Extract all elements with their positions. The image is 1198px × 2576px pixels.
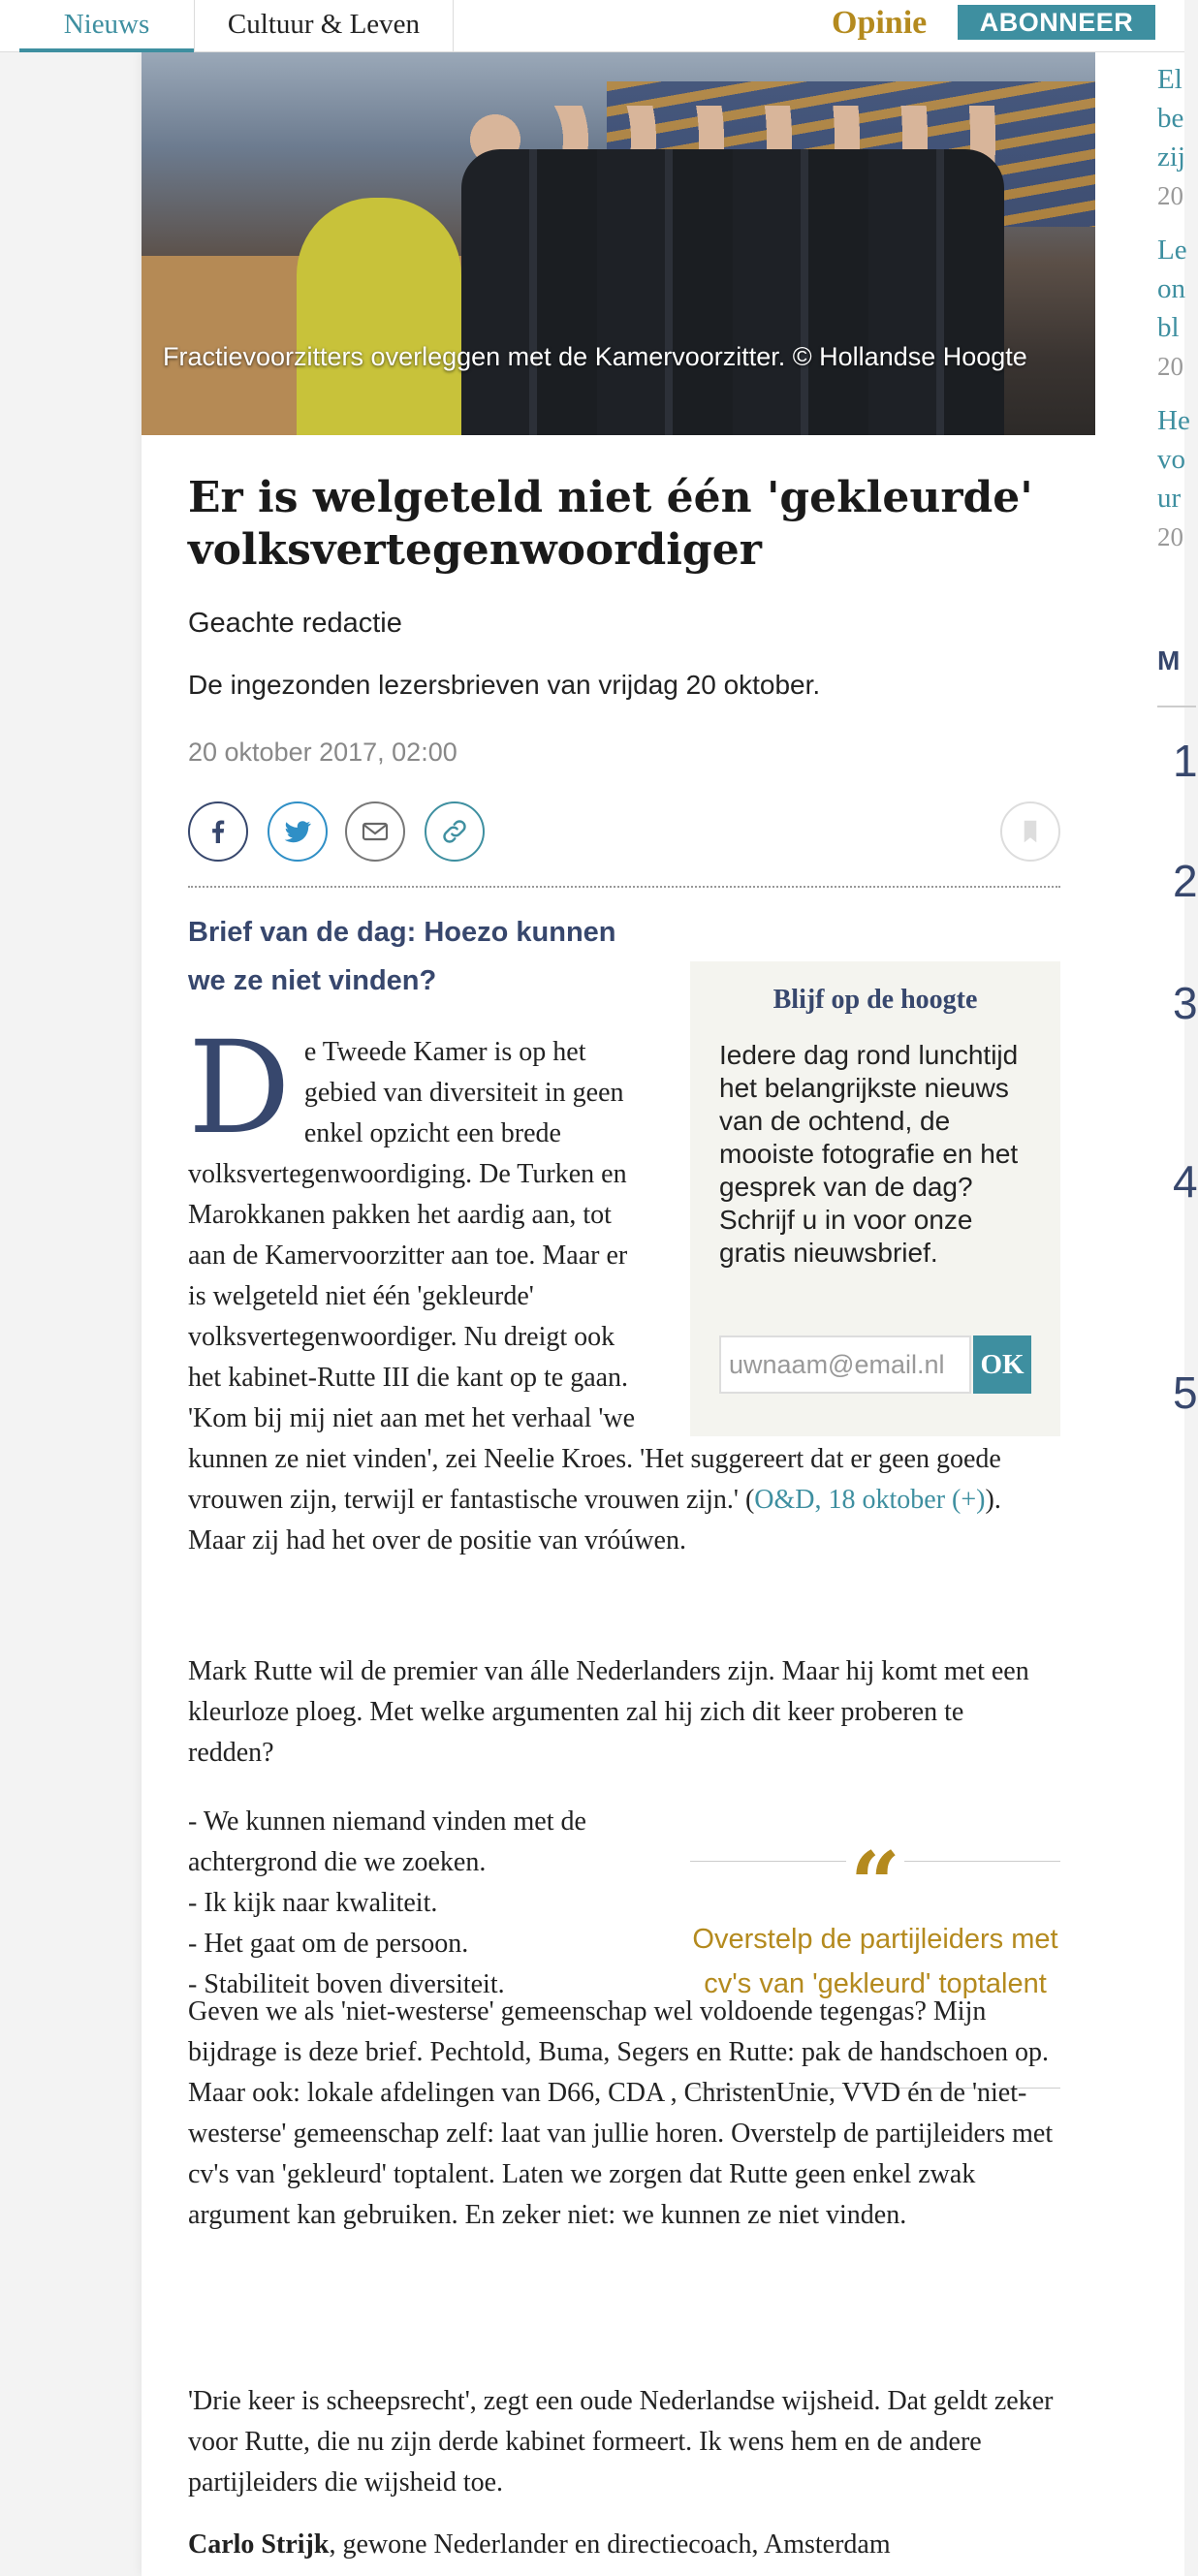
list-item: - Het gaat om de persoon. xyxy=(188,1929,469,1959)
sidebar-link[interactable]: zij xyxy=(1157,141,1185,173)
twitter-icon xyxy=(282,816,313,847)
share-link-button[interactable] xyxy=(425,801,485,862)
mail-icon xyxy=(360,816,391,847)
newsletter-submit-button[interactable]: OK xyxy=(973,1335,1031,1394)
sidebar-rank-number: 3 xyxy=(1173,978,1198,1028)
list-item: - We kunnen niemand vinden met de achtergrond die we zoeken. xyxy=(188,1806,586,1877)
top-navigation xyxy=(0,0,1184,52)
divider xyxy=(188,886,1060,888)
newsletter-title: Blijf op de hoogte xyxy=(772,985,978,1015)
article-paragraph-4: 'Drie keer is scheepsrecht', zegt een oude Nederlandse wijsheid. Dat geldt zeker voor Rutte, die nu zijn derde kabinet formeert. Ik wens hem en de andere partijleiders die wijsheid toe. xyxy=(188,2386,1054,2497)
article-paragraph-3 xyxy=(188,1992,1060,2236)
article-paragraph-2: Mark Rutte wil de premier van álle Nederlanders zijn. Maar hij komt met een kleurloze ploeg. Met welke argumenten zal hij zich dit keer proberen te redden? xyxy=(188,1656,1029,1768)
sidebar-date: 20 xyxy=(1157,181,1183,210)
list-item: - Stabiliteit boven diversiteit. xyxy=(188,1969,505,1999)
od-article-link[interactable]: O&D, 18 oktober (+) xyxy=(754,1485,986,1515)
facebook-icon xyxy=(203,816,234,847)
drop-cap: D xyxy=(188,1014,291,1163)
tab-nieuws[interactable]: Nieuws xyxy=(19,0,194,52)
sidebar-link[interactable]: El xyxy=(1157,64,1182,95)
share-twitter-button[interactable] xyxy=(268,801,328,862)
sidebar-link[interactable]: vo xyxy=(1157,444,1185,475)
sidebar-rank-number: 4 xyxy=(1173,1156,1198,1207)
link-icon xyxy=(439,816,470,847)
sidebar-heading: M xyxy=(1157,645,1181,675)
newsletter-email-input[interactable]: uwnaam@email.nl xyxy=(719,1335,971,1394)
article-card xyxy=(142,52,1095,2576)
sidebar-rank-number: 5 xyxy=(1173,1367,1198,1418)
hero-caption: Fractievoorzitters overleggen met de Kamervoorzitter. © Hollandse Hoogte xyxy=(163,342,1027,371)
article-subtitle: Geachte redactie xyxy=(188,608,402,639)
opinie-link[interactable]: Opinie xyxy=(832,5,928,41)
paragraph-1-end: ). Maar zij had het over de positie van vróúwen. xyxy=(188,1485,1001,1555)
article-kicker: Brief van de dag: Hoezo kunnen we ze niet vinden? xyxy=(188,917,616,996)
sidebar-link[interactable]: be xyxy=(1157,103,1184,134)
article-lead: De ingezonden lezersbrieven van vrijdag 20 oktober. xyxy=(188,670,821,700)
bookmark-icon xyxy=(1016,817,1045,846)
right-sidebar xyxy=(1095,52,1198,2576)
hero-image xyxy=(142,52,1095,435)
pull-quote-text: Overstelp de partijleiders met cv's van 'gekleurd' toptalent xyxy=(692,1924,1058,1999)
sidebar-link[interactable]: bl xyxy=(1157,312,1180,343)
author-name: Carlo Strijk xyxy=(188,2529,330,2560)
hero-speaker xyxy=(297,198,461,435)
sidebar-rank-number: 2 xyxy=(1173,856,1198,906)
paragraph-1-text: e Tweede Kamer is op het gebied van diversiteit in geen enkel opzicht een brede volksvertegenwoordiging. De Turken en Marokkanen pakken het aardig aan, tot aan de Kamervoorzitter aan toe. Maar er is welgeteld niet één 'gekleurde' volksvertegenwoordiger. Nu dreigt ook het kabinet-Rutte III die kant op te gaan. 'Kom bij mij niet aan met het verhaal 'we kunnen ze niet vinden', zei Neelie Kroes. 'Het suggereert dat er geen goede vrouwen zijn, terwijl er fantastische vrouwen zijn.' ( xyxy=(188,1037,1001,1515)
share-email-button[interactable] xyxy=(345,801,405,862)
argument-list xyxy=(188,1802,653,2005)
list-item: - Ik kijk naar kwaliteit. xyxy=(188,1888,438,1918)
quote-mark-icon: “ xyxy=(846,1836,904,1886)
sidebar-date: 20 xyxy=(1157,352,1183,381)
share-facebook-button[interactable] xyxy=(188,801,248,862)
subscribe-button[interactable]: ABONNEER xyxy=(958,5,1155,40)
article-paragraph-1 xyxy=(188,1014,1060,1561)
author-description: , gewone Nederlander en directiecoach, Amsterdam xyxy=(329,2529,891,2560)
sidebar-link[interactable]: ur xyxy=(1157,483,1182,514)
sidebar-link[interactable]: Le xyxy=(1157,235,1187,266)
article-signature xyxy=(188,2525,1060,2565)
newsletter-text: Iedere dag rond lunchtijd het belangrijkste nieuws van de ochtend, de mooiste fotografie en het gesprek van de dag? Schrijf u in voor onze gratis nieuwsbrief. xyxy=(719,1040,1019,1268)
sidebar-date: 20 xyxy=(1157,522,1183,551)
sidebar-divider xyxy=(1157,706,1196,707)
article-title: Er is welgeteld niet één 'gekleurde' volksvertegenwoordiger xyxy=(188,473,1033,575)
pull-quote-spacer xyxy=(673,1837,1060,1933)
sidebar-rank-number: 1 xyxy=(1173,736,1198,786)
sidebar-link[interactable]: He xyxy=(1157,405,1190,436)
newsletter-spacer xyxy=(690,953,1060,1428)
bookmark-button[interactable] xyxy=(1000,801,1060,862)
tab-cultuur-leven[interactable]: Cultuur & Leven xyxy=(194,0,454,52)
article-date: 20 oktober 2017, 02:00 xyxy=(188,738,457,767)
paragraph-3-text: Geven we als 'niet-westerse' gemeenschap wel voldoende tegengas? Mijn bijdrage is deze brief. Pechtold, Buma, Segers en Rutte: pak de handschoen op. Maar ook: lokale afdelingen van D66, CDA , ChristenUnie, VVD én de 'niet-westerse' gemeenschap zelf: laat van jullie horen. Overstelp de partijleiders met cv's van 'gekleurd' toptalent. Laten we zorgen dat Rutte geen enkel zwak argument kan gebruiken. En zeker niet: we kunnen ze niet vinden. xyxy=(188,1996,1054,2230)
hero-group xyxy=(461,149,1004,435)
sidebar-link[interactable]: on xyxy=(1157,273,1185,304)
